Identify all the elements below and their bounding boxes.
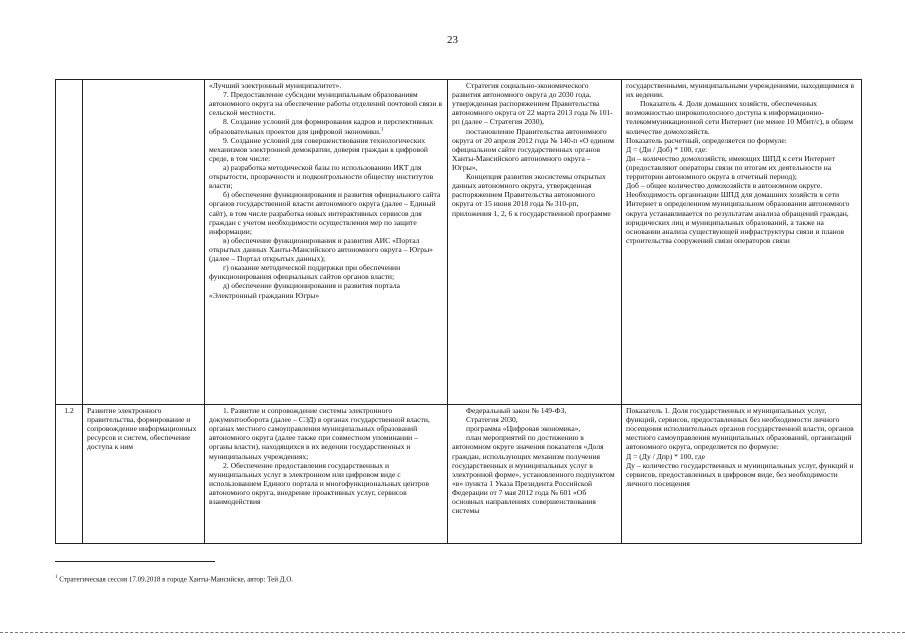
footnote-separator — [55, 561, 215, 562]
indicator-text: Доб – общее количество домохозяйств в автономном округе. — [626, 181, 823, 191]
measure-text: д) обеспечение функционирования и развития портала «Электронный гражданин Югры» — [209, 281, 401, 300]
measure-text: 7. Предоставление субсидии муниципальным образованиям автономного округа на обеспечение работы отделений почтовой связи в сельской местности. — [209, 90, 442, 118]
measures-cell — [205, 405, 448, 544]
indicator-text: Ду – количество государственных и муниципальных услуг, функций и сервисов, предоставленных в цифровом виде, без необходимости личного посещения — [626, 460, 854, 488]
indicators-cell — [622, 405, 862, 544]
program-table — [55, 79, 862, 544]
measures-cell — [205, 80, 448, 405]
document-text: постановление Правительства автономного округа от 20 апреля 2012 года № 140-п «О едином официальном сайте государственных органов Ханты-Мансийского автономного округа – Югры», — [452, 126, 615, 172]
measure-text: б) обеспечение функционирования и развития официального сайта органов государственной власти автономного округа (далее – Единый сайт), в том числе разработка новых интерактивных сервисов для граждан с учетом необходимости осуществления мер по защите информации; — [209, 190, 441, 236]
indicator-text: государственными, муниципальными учреждениями, находящимися в их ведении. — [626, 81, 855, 100]
document-text: Стратегия социально-экономического развития автономного округа до 2030 года, утвержденная распоряжением Правительства автономного округа от 22 марта 2013 года № 101-рп (далее – Стратегия 2030), — [452, 81, 613, 127]
formula: Д = (Ду / Дпр) * 100, где — [626, 451, 705, 461]
indicator-text: Ди – количество домохозяйств, имеющих ШПД к сети Интернет (предоставляют операторы связи по итогам их деятельности на территории автономного округа в отчетный период); — [626, 153, 836, 182]
table-row — [56, 405, 862, 544]
document-text: Федеральный закон № 149-ФЗ, — [466, 406, 567, 415]
document-text: программа «Цифровая экономика», — [466, 424, 581, 434]
document-text: Концепция развития экосистемы открытых данных автономного округа, утвержденная распоряжением Правительства автономного округа от 15 июня 2018 года № 310-рп, — [452, 172, 606, 209]
scan-edge-divider — [0, 632, 905, 633]
row-number-cell: 1.2 — [56, 405, 83, 544]
document-text: Стратегия 2030, — [466, 415, 518, 425]
measure-text: в) обеспечение функционирования и развития АИС «Портал открытых данных Ханты-Мансийского автономного округа – Югры» (далее – Портал открытых данных); — [209, 235, 433, 264]
measure-text — [209, 117, 443, 135]
documents-cell — [448, 80, 622, 405]
measure-text: 2. Обеспечение предоставления государственных и муниципальных услуг в электронном или цифровом виде с использованием Единого портала и многофункциональных центров автономного округа, внедрение проактивных услуг, сервисов взаимодействия — [209, 460, 430, 507]
footnote — [55, 575, 293, 583]
measure-text: г) оказание методической поддержки при обеспечении функционирования официальных сайтов органов власти; — [209, 263, 401, 282]
row-name-cell: Развитие электронного правительства, формирование и сопровождение информационных ресурсов и систем, обеспечение доступа к ним — [83, 405, 205, 544]
indicator-text: Показатель 4. Доля домашних хозяйств, обеспеченных возможностью широкополосного доступа к информационно-телекоммуникационной сети Интернет (не менее 10 Мбит/с), в общем количестве домохозяйств. — [626, 99, 854, 136]
row-number-cell — [56, 80, 83, 405]
page-number: 23 — [447, 34, 458, 46]
indicator-text: Показатель 1. Доля государственных и муниципальных услуг, функций, сервисов, предоставленных без необходимости личного посещения исполнительных органов государственной власти, органов местного самоуправления муниципальных образований, организаций автономного округа, определяется по формуле: — [626, 406, 854, 452]
measure-text: 9. Создание условий для совершенствования технологических механизмов электронной демократии, доверия граждан к цифровой среде, в том числе: — [209, 135, 428, 163]
measure-text: 1. Развитие и сопровождение системы электронного документооборота (далее – СЭД) в органах государственной власти, органах местного самоуправления муниципальных образований автономного округа (далее также при совместном упоминании – органы власти), находящихся в их ведении государственных и муниципальных учреждениях; — [209, 406, 430, 461]
footnote-marker: 1 — [55, 575, 58, 580]
row-name-cell — [83, 80, 205, 405]
footnote-ref: 1 — [380, 127, 384, 133]
document-text: план мероприятий по достижению в автономном округе значения показателя «Доля граждан, использующих механизм получения государственных и муниципальных услуг в электронной форме», установленного подпунктом «в» пункта 1 Указа Президента Российской Федерации от 7 мая 2012 года № 601 «Об основных направлениях совершенствования системы — [452, 433, 615, 516]
measure-text: «Лучший электронный муниципалитет». — [209, 81, 342, 90]
documents-cell — [448, 405, 622, 544]
formula: Д = (Ди / Доб) * 100, где: — [626, 144, 708, 154]
document-text: приложения 1, 2, 6 к государственной программе — [452, 208, 611, 218]
indicator-text: Необходимость организации ШПД для домашних хозяйств в сети Интернет в определенном муниципальном образовании автономного округа устанавливается по результатам анализа обращений граждан, юридических лиц и муниципальных образований, а также на основании анализа существующей инфраструктуры связи и планов строительства сооружений связи операторов связи — [626, 190, 850, 245]
indicator-text: Показатель расчетный, определяется по формуле: — [626, 135, 787, 145]
table-row — [56, 80, 862, 405]
measure-text-body: 8. Создание условий для формирования кадров и перспективных образовательных проектов для цифровой экономики. — [209, 117, 433, 136]
footnote-text: Стратегическая сессия 17.09.2018 в городе Ханты-Мансийске, автор: Тей Д.О. — [59, 575, 294, 584]
measure-text: а) разработка методической базы по использованию ИКТ для открытости, прозрачности и подконтрольности обществу институтов власти; — [209, 162, 434, 191]
indicators-cell — [622, 80, 862, 405]
